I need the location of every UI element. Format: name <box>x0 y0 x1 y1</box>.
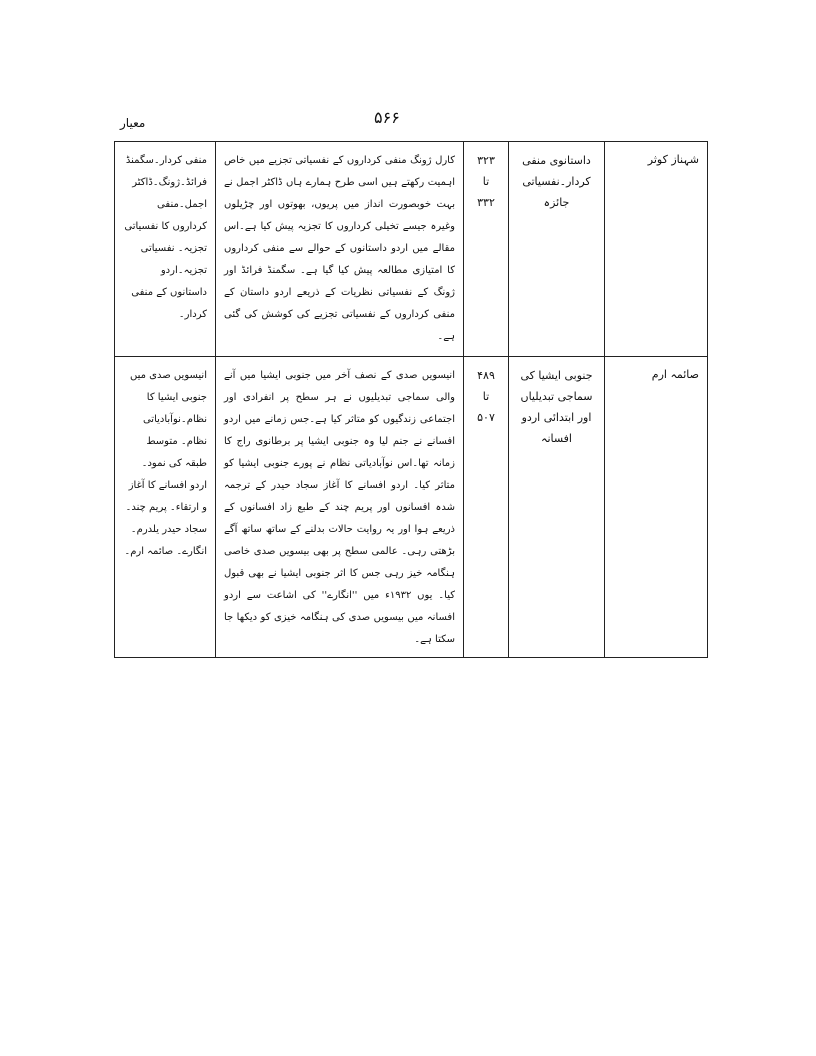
author-cell: صائمہ ارم <box>605 357 708 658</box>
summary-cell: کارل ژونگ منفی کرداروں کے نفسیاتی تجزیے میں خاص اہمیت رکھتے ہیں اسی طرح ہمارے ہاں ڈاکٹر اجمل نے بہت خوبصورت انداز میں پریوں، بھوتوں اور چڑیلوں وغیرہ جیسے تخیلی کرداروں کا تجزیہ پیش کیا ہے۔اس مقالے میں اردو داستانوں کے حوالے سے منفی کرداروں کا امتیازی مطالعہ پیش کیا گیا ہے۔ سگمنڈ فرائڈ اور ژونگ کے نفسیاتی نظریات کے ذریعے اردو داستان کے منفی کرداروں کے نفسیاتی تجزیے کی کوشش کی گئی ہے۔ <box>216 142 464 357</box>
journal-name: معیار <box>120 116 146 130</box>
pages-cell <box>464 142 509 357</box>
keywords-cell: انیسویں صدی میں جنوبی ایشیا کا نظام۔نوآبادیاتی نظام۔ متوسط طبقہ کی نمود۔ اردو افسانے کا آغاز و ارتقاء۔ پریم چند۔ سجاد حیدر یلدرم۔ انگارے۔ صائمہ ارم۔ <box>115 357 216 658</box>
article-index-table <box>114 141 708 658</box>
page-to: تا <box>482 175 490 188</box>
page-header <box>114 106 702 142</box>
page-to: تا <box>482 390 490 403</box>
author-cell: شہناز کوثر <box>605 142 708 357</box>
page-end: ۵۰۷ <box>477 411 495 424</box>
keywords-cell: منفی کردار۔سگمنڈ فرائڈ۔ژونگ۔ڈاکٹر اجمل۔منفی کرداروں کا نفسیاتی تجزیہ۔ نفسیاتی تجزیہ۔اردو داستانوں کے منفی کردار۔ <box>115 142 216 357</box>
page-end: ۳۳۲ <box>477 196 495 209</box>
summary-cell: انیسویں صدی کے نصف آخر میں جنوبی ایشیا میں آنے والی سماجی تبدیلیوں نے ہر سطح پر انفرادی اور اجتماعی زندگیوں کو متاثر کیا ہے۔جس زمانے میں اردو افسانے نے جنم لیا وہ جنوبی ایشیا پر برطانوی راج کا زمانہ تھا۔اس نوآبادیاتی نظام نے پورے جنوبی ایشیا کو متاثر کیا۔ اردو افسانے کا آغاز سجاد حیدر کے ترجمہ شدہ افسانوں اور پریم چند کے طبع زاد افسانوں کے ذریعے ہوا اور یہ روایت حالات بدلنے کے ساتھ ساتھ آگے بڑھتی رہی۔ عالمی سطح پر بھی بیسویں صدی خاصی ہنگامہ خیز رہی جس کا اثر جنوبی ایشیا نے بھی قبول کیا۔ یوں ۱۹۳۲ء میں ''انگارے'' کی اشاعت سے اردو افسانہ میں بیسویں صدی کی ہنگامہ خیزی کو دیکھا جا سکتا ہے۔ <box>216 357 464 658</box>
table-row <box>115 142 708 357</box>
title-cell: داستانوی منفی کردار۔نفسیاتی جائزہ <box>509 142 605 357</box>
pages-cell <box>464 357 509 658</box>
page-start: ۳۲۳ <box>477 154 495 167</box>
title-cell: جنوبی ایشیا کی سماجی تبدیلیاں اور ابتدائی اردو افسانہ <box>509 357 605 658</box>
page-number: ۵۶۶ <box>374 108 400 127</box>
page-start: ۴۸۹ <box>477 369 495 382</box>
table-row <box>115 357 708 658</box>
